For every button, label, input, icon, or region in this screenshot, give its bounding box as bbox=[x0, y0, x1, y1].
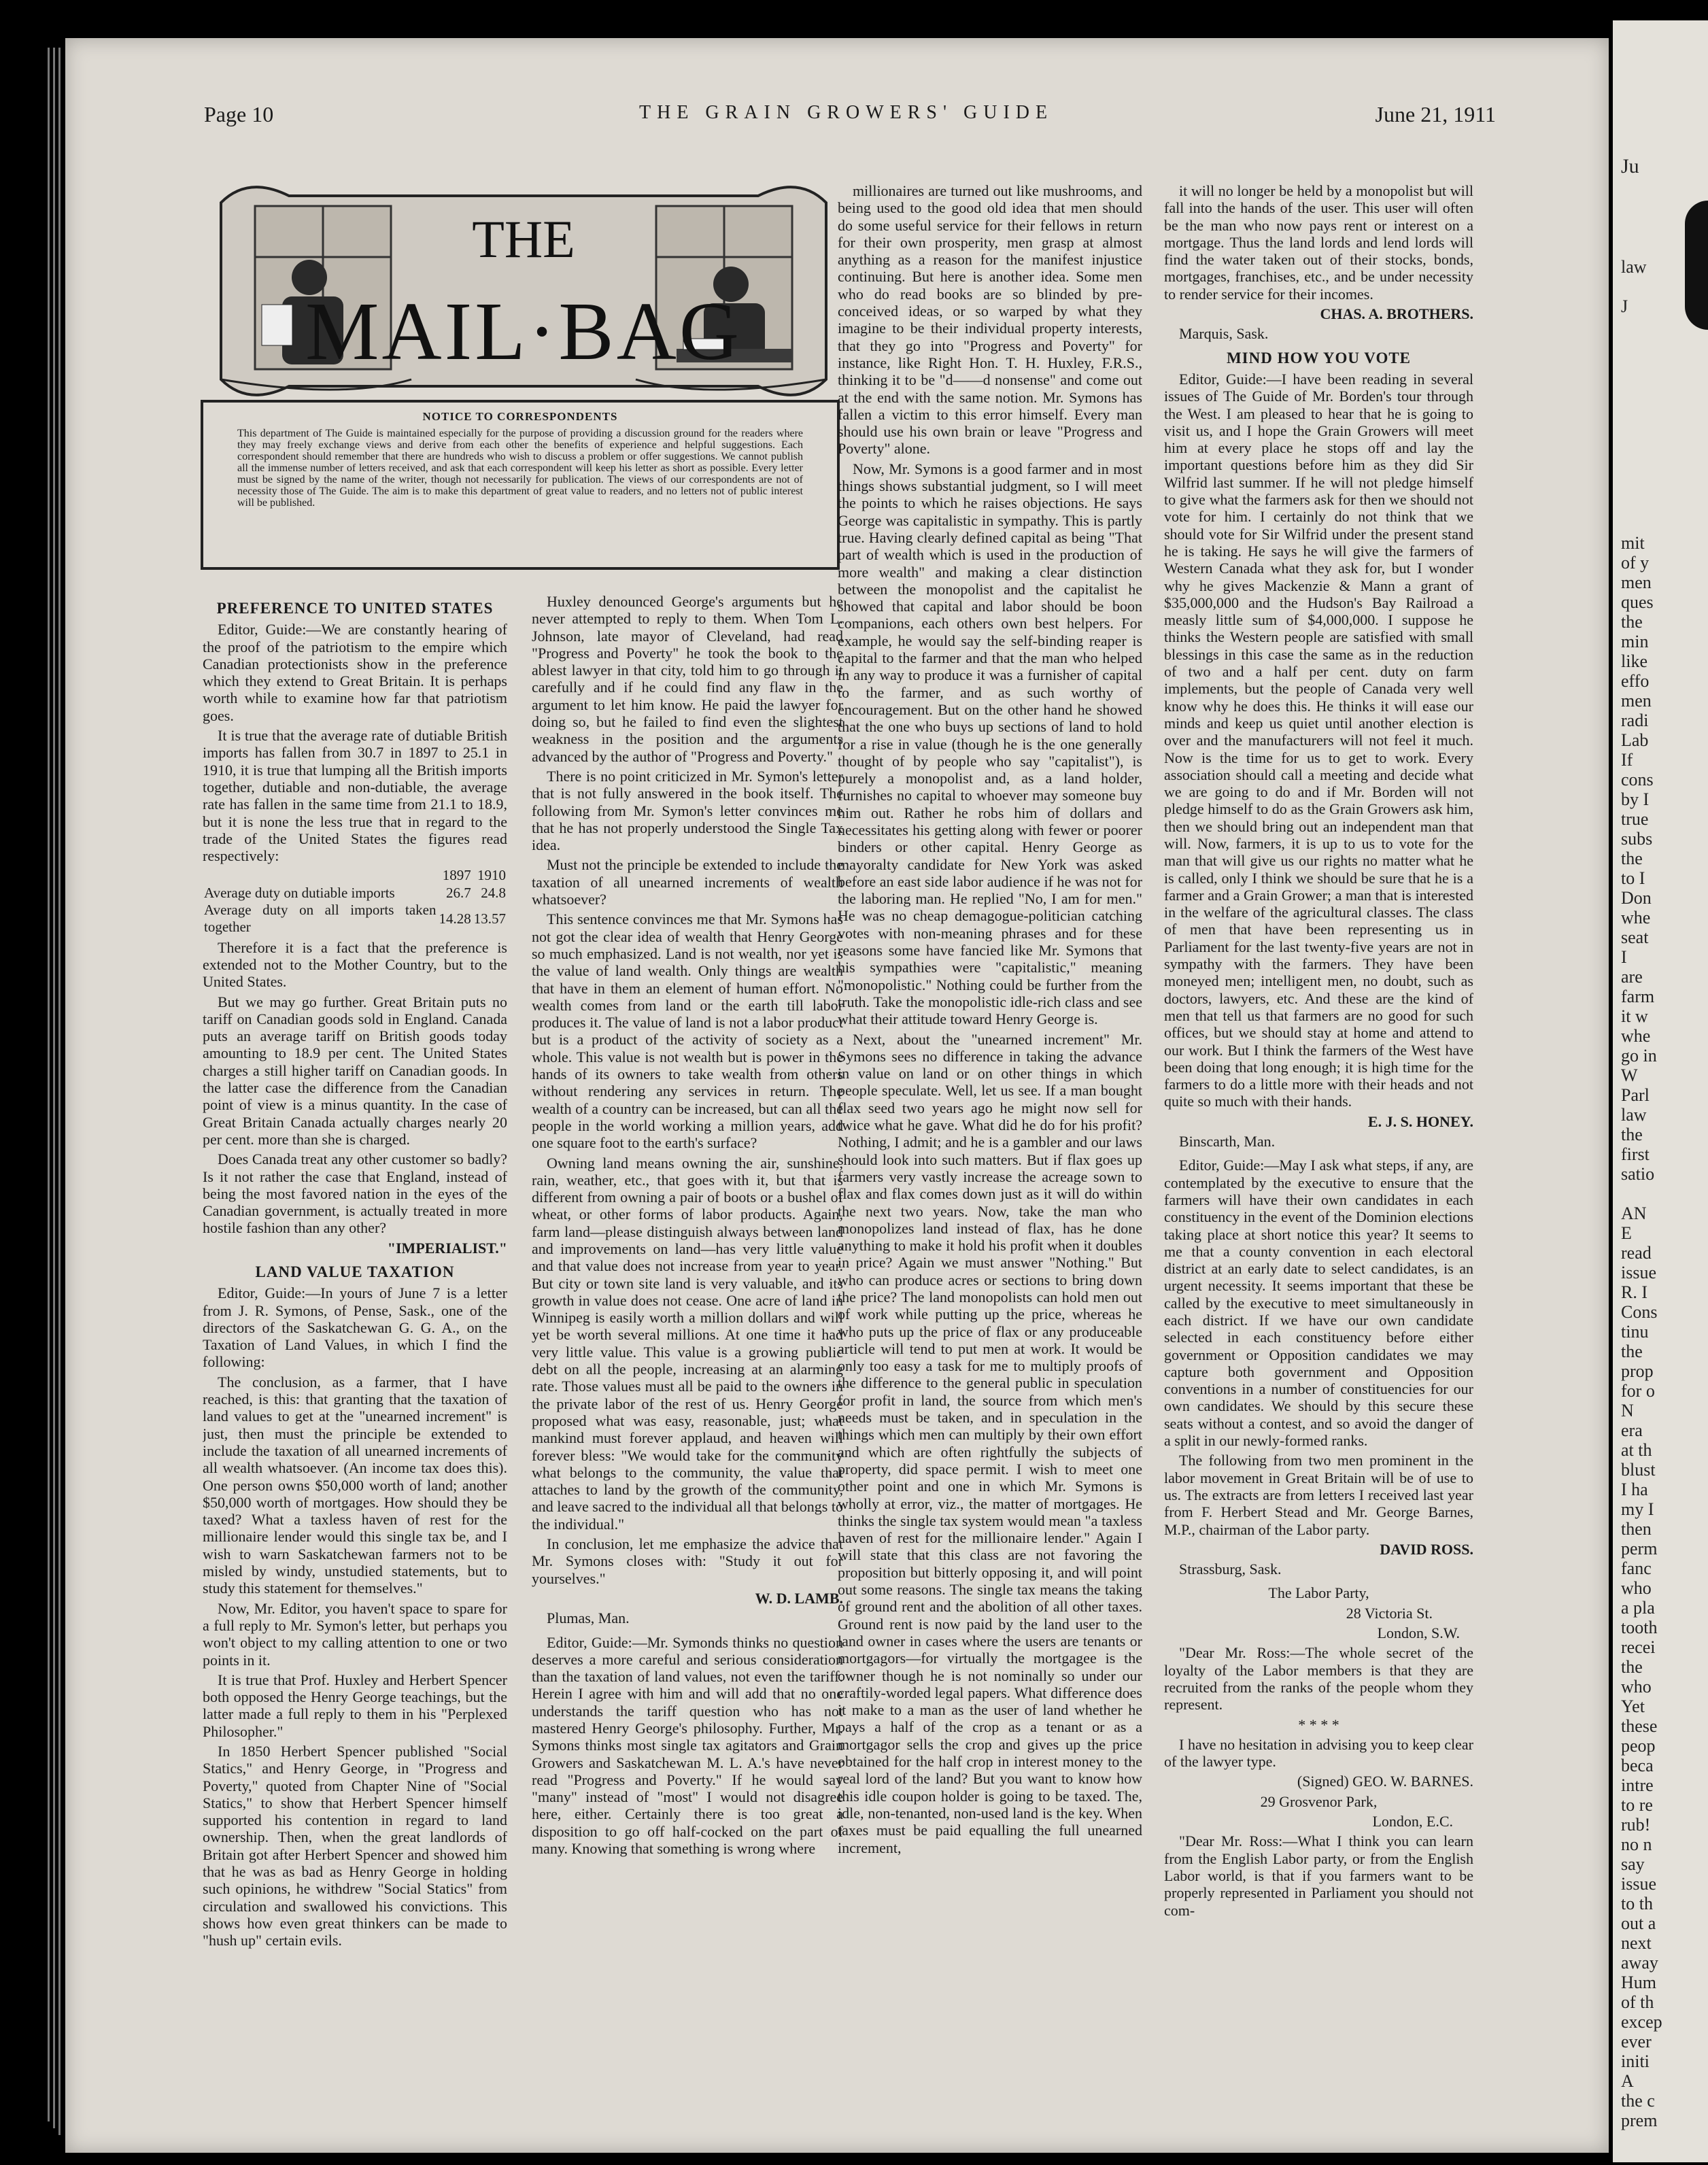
publication-title: THE GRAIN GROWERS' GUIDE bbox=[639, 102, 1054, 123]
facing-page-line: a pla bbox=[1621, 1598, 1655, 1618]
preference-body bbox=[203, 621, 507, 864]
facing-page-line: If bbox=[1621, 750, 1633, 770]
facing-page-line: next bbox=[1621, 1933, 1652, 1953]
brothers-signature: CHAS. A. BROTHERS. bbox=[1320, 305, 1473, 323]
issue-date: June 21, 1911 bbox=[1375, 102, 1496, 126]
facing-page-line: I ha bbox=[1621, 1480, 1648, 1499]
facing-page-line: min bbox=[1621, 632, 1649, 651]
facing-page-line: who bbox=[1621, 1578, 1652, 1598]
facing-page-line: excep bbox=[1621, 2012, 1662, 2032]
facing-page-line: issue bbox=[1621, 1263, 1656, 1282]
banner-the: THE bbox=[472, 209, 575, 269]
facing-page-line: ques bbox=[1621, 592, 1654, 612]
facing-page-line: R. I bbox=[1621, 1282, 1647, 1302]
facing-page-line: mit bbox=[1621, 533, 1645, 553]
facing-page-top: Ju bbox=[1621, 155, 1639, 177]
facing-page-line: effo bbox=[1621, 671, 1650, 691]
facing-page-line: intre bbox=[1621, 1775, 1654, 1795]
tariff-col-1897: 1897 bbox=[442, 867, 471, 884]
facing-page-line: the bbox=[1621, 849, 1643, 868]
barnes-letter-1: "Dear Mr. Ross:—The whole secret of the loyalty of the Labor members is that they are recruited from the ranks of the people whom they represent. bbox=[1164, 1644, 1473, 1714]
ross-body bbox=[1164, 1157, 1473, 1538]
facing-page-line: seat bbox=[1621, 927, 1649, 947]
column-2 bbox=[532, 593, 843, 2130]
land-value-paragraph: Editor, Guide:—In yours of June 7 is a letter from J. R. Symons, of Pense, Sask., one of the directors of the Saskatchewan G. G. A., on the Taxation of Land Values, in which I find the following: bbox=[203, 1284, 507, 1371]
facing-page-line: law bbox=[1621, 257, 1647, 277]
facing-page-line: read bbox=[1621, 1243, 1652, 1263]
barnes-signature: (Signed) GEO. W. BARNES. bbox=[1297, 1773, 1473, 1790]
stead-address: 29 Grosvenor Park, bbox=[1260, 1792, 1378, 1810]
facing-page-line: tooth bbox=[1621, 1618, 1658, 1637]
stead-city: London, E.C. bbox=[1372, 1813, 1453, 1830]
huxley-paragraph: In conclusion, let me emphasize the advice that Mr. Symons closes with: "Study it out for yourselves." bbox=[532, 1535, 843, 1587]
facing-page-line: rub! bbox=[1621, 1815, 1651, 1835]
facing-page-line: the c bbox=[1621, 2091, 1655, 2111]
symons-reply-paragraph: Next, about the "unearned increment" Mr. Symons sees no difference in taking the advance in value on land or on other things in which people speculate. Well, let us see. If a man bought flax seed two years ago he might now sell for twice what he gave. What did he do for his profit? Nothing, I admit; and he is a gambler and our laws should look into such matters. But if flax goes up farmers very vastly increase the acreage sown to flax and flax comes down just as it will do within the next two years. Now, take the man who monopolizes land instead of flax, has he done anything to make it hold his profit when it doubles in price? Again we must answer "Nothing." But who can produce acres or sections to bring down the price? The land monopolists can hold men out of work while putting up the price, whereas he who puts up the price of flax or any produceable article will tend to put men at work. It would be only too easy a task for me to multiply proofs of the difference to the general public in speculation for profit in land, the source from which men's needs must be taken, and in speculation in the things which men can multiply by their own effort and which are often rightfully the subjects of property, did space permit. I wish to meet one other point and one in which Mr. Symons is wholly at error, viz., the matter of mortgages. He thinks the single tax system would mean "a taxless haven of rest for the millionaire lender." Again I will state that this class are not favoring the proposition but bitterly opposing it, and will point out some reasons. The single tax means the taking of ground rent and the abolition of all other taxes. Ground rent is now paid by the land user to the land owner in cases where the users are tenants or mortgagors—for virtually the mortgagee is the owner though he is not nominally so under our craftily-worded legal papers. What difference does it make to a man as the user of land whether he pays a half of the crop as a tenant or as a mortgagor sells the crop and gives up the price obtained for the half crop in interest money to the real lord of the land? But you want to know how this idle coupon holder is going to be taxed. The, idle, non-tenanted, non-used land is the key. When taxes must be paid equalling the full unearned increment, bbox=[838, 1030, 1142, 1856]
symonds-paragraph: Editor, Guide:—Mr. Symonds thinks no question deserves a more careful and serious consideration than the taxation of land values, not even the tariff. Herein I agree with him and will add that no one understands the tariff question who has not mastered Henry George's philosophy. Further, Mr. Symons thinks most single tax agitators and Grain Growers and Saskatchewan M. L. A.'s have never read "Progress and Poverty." If he would say "many" instead of "most" I would not disagree here, either. Certainly there is too great a disposition to go off half-cocked on the part of many. Knowing that something is wrong where bbox=[532, 1633, 843, 1858]
facing-page-line: N bbox=[1621, 1401, 1634, 1420]
page-number: Page 10 bbox=[204, 102, 274, 126]
facing-page-line: true bbox=[1621, 809, 1649, 829]
facing-page-line: W bbox=[1621, 1066, 1638, 1085]
ross-place: Strassburg, Sask. bbox=[1179, 1561, 1282, 1578]
facing-page-line: by I bbox=[1621, 789, 1650, 809]
facing-page-line: peop bbox=[1621, 1736, 1656, 1756]
facing-page-line: these bbox=[1621, 1716, 1658, 1736]
facing-page-line: Lab bbox=[1621, 730, 1649, 750]
huxley-paragraph: There is no point criticized in Mr. Symon's letter that is not fully answered in the book itself. The following from Mr. Symon's letter convinces me that he has not properly understood the Single Tax idea. bbox=[532, 767, 843, 854]
facing-page-line: it w bbox=[1621, 1006, 1648, 1026]
honey-place: Binscarth, Man. bbox=[1179, 1133, 1276, 1150]
labor-party-name: The Labor Party, bbox=[1268, 1584, 1369, 1602]
preference-signature: "IMPERIALIST." bbox=[387, 1239, 507, 1257]
huxley-paragraph: Must not the principle be extended to include the taxation of all unearned increments of wealth whatsoever? bbox=[532, 856, 843, 908]
page-edge bbox=[48, 48, 50, 2121]
preference-cont-paragraph: Does Canada treat any other customer so badly? Is it not rather the case that England, instead of being the most favored nation in the eyes of the Canadian government, is actually treated in more hostile fashion than any other? bbox=[203, 1150, 507, 1237]
facing-page-line: out a bbox=[1621, 1913, 1656, 1933]
facing-page-line: my I bbox=[1621, 1499, 1654, 1519]
facing-page-line: like bbox=[1621, 651, 1647, 671]
facing-page-line: to re bbox=[1621, 1795, 1653, 1815]
facing-page-line: subs bbox=[1621, 829, 1653, 849]
facing-page-line: perm bbox=[1621, 1539, 1658, 1558]
facing-page-line: for o bbox=[1621, 1381, 1655, 1401]
facing-page-line: AN bbox=[1621, 1204, 1647, 1223]
column-3 bbox=[838, 182, 1142, 2128]
huxley-paragraph: Huxley denounced George's arguments but he never attempted to reply to them. When Tom L. Johnson, late mayor of Cleveland, had read "Progress and Poverty" he took the book to the ablest lawyer in that city, told him to go through it carefully and if he could find any flaw in the argument to let him know. He paid the lawyer for doing so, but he failed to find even the slightest weakness in the position and the arguments advanced by the author of "Progress and Poverty." bbox=[532, 593, 843, 765]
facing-page-line: prem bbox=[1621, 2111, 1658, 2130]
preference-cont-paragraph: But we may go further. Great Britain puts no tariff on Canadian goods sold in England. Canada puts an average tariff on British goods today amounting to 18.9 per cent. The United States charges a still higher tariff on Canadian goods. In the latter case the difference from the Canadian point of view is a minus quantity. In the case of Great Britain Canada actually charges nearly 20 per cent. more than she is charged. bbox=[203, 993, 507, 1148]
facing-page-line: Yet bbox=[1621, 1697, 1645, 1716]
facing-page-line: men bbox=[1621, 691, 1652, 711]
huxley-paragraph: Owning land means owning the air, sunshine, rain, weather, etc., that goes with it, but that is different from owning a pair of boots or a bushel of wheat, or other forms of labor products. Again, farm land—please distinguish always between land and improvements on land—has very little value and that value does not increase from year to year. But city or town site land is very valuable, and its growth in value does not cease. One acre of land in Winnipeg is easily worth a million dollars and will yet be worth several millions. At one time it had very little value. This value is a growing public debt on all the people, increasing at an alarming rate. Those values must all be paid to the owners in the private labor of the rest of us. Henry George proposed what was easy, reasonable, just; what mankind must forever applaud, and heaven will forever bless: "We would take for the community what belongs to the community, the value that attaches to land by the growth of the community, and leave sacred to the individual all that belongs to the individual." bbox=[532, 1154, 843, 1533]
facing-page-line: J bbox=[1621, 296, 1628, 316]
preference-cont-body bbox=[203, 939, 507, 1237]
vote-paragraph: Editor, Guide:—I have been reading in several issues of The Guide of Mr. Borden's tour through the West. I am pleased to hear that he is going to visit us, and I hope the Grain Growers will meet him at every place he stops off and lay the important questions before him as they did Sir Wilfrid last summer. If he will not pledge himself to give what the farmers ask for then we should not vote for him. I certainly do not think that we should vote for Sir Wilfrid under the present stand he is taking. He says he will give the farmers of Western Canada what they ask for, but I wonder why he gives Mackenzie & Mann a grant of $35,000,000 and the Hudson's Bay Railroad a measly little sum of $4,000,000. I suppose he thinks the Western people are satisfied with small blessings in this case the same as in the reduction of two and a half per cent. duty on farm implements, but the people of Canada very well know why he does this. He thinks it will ease our minds and keep us quiet until another election is over and the manufacturers will not feel it much. Now is the time for us to get to work. Every association should call a meeting and decide what we are going to do and if Mr. Borden will not pledge himself to do as the Grain Growers ask him, then we should bring out an independent man that will. Now, farmers, it is up to us to vote for the man that will give us our rights no matter what he is called, only I think we should be sure that he is a farmer and a Grain Grower; a man that is interested in the welfare of the agricultural classes. The class of men that have been representing us in Parliament for the last twenty-five years are not in sympathy with the farmers. They have been moneyed men; intelligent men, no doubt, such as doctors, lawyers, etc. And these are the kind of men that tell us that farmers are no good for such offices, but we should stay at home and attend to our work. But I think the farmers of the West have been doing that long enough; it is high time for the farmers to do a little more with their heads and not quite so much with their hands. bbox=[1164, 370, 1473, 1110]
ross-paragraph: The following from two men prominent in the labor movement in Great Britain will be of use to us. The extracts are from letters I received last year from F. Herbert Stead and Mr. George Barnes, M.P., chairman of the Labor party. bbox=[1164, 1452, 1473, 1538]
mail-bag-banner bbox=[207, 175, 840, 407]
preference-cont-paragraph: Therefore it is a fact that the preference is extended not to the Mother Country, but to the United States. bbox=[203, 938, 507, 991]
brothers-body bbox=[1164, 182, 1473, 303]
lamb-place: Plumas, Man. bbox=[547, 1609, 630, 1627]
facing-page-line: men bbox=[1621, 573, 1652, 592]
table-row: Average duty on all imports taken together 14.28 13.57 bbox=[204, 902, 506, 936]
facing-page-line: Hum bbox=[1621, 1973, 1656, 1992]
barnes-letter-2: I have no hesitation in advising you to keep clear of the lawyer type. bbox=[1164, 1735, 1473, 1771]
banner-mailbag: MAIL·BAG bbox=[305, 286, 742, 377]
tariff-col-1910: 1910 bbox=[477, 867, 506, 884]
facing-page-line: away bbox=[1621, 1953, 1658, 1973]
facing-page-line: blust bbox=[1621, 1460, 1656, 1480]
facing-page-line: farm bbox=[1621, 987, 1655, 1006]
facing-page-line: Cons bbox=[1621, 1302, 1658, 1322]
facing-page-line: Don bbox=[1621, 888, 1652, 908]
symons-reply-paragraph: Now, Mr. Symons is a good farmer and in most things shows substantial judgment, so I will meet the points to which he raises objections. He says George was capitalistic in sympathy. This is partly true. Having clearly defined capital as being "That part of wealth which is used in the production of more wealth" and making a clear distinction between the monopolist and the capitalist he showed that capital and labor should be boon companions, each others own best helpers. For example, he would say the self-binding reaper is capital to the farmer and that the man who helped in any way to produce it was a furnisher of capital to the farmer, and as such worthy of encouragement. But on the other hand he showed that the one who buys up sections of land to hold for a rise in value (though he is the one generally thought of by people who say "capitalist"), is purely a monopolist and, as a land holder, furnishes no capital to whoever may someone buy him out. Rather he robs him of dollars and necessitates his getting along with fewer or poorer binders or other capital. Henry George as mayoralty candidate for New York was asked before an east side labor audience if he was not for the laboring man. He replied "No, I am for men." He was no cheap demagogue-politician catching votes with non-meaning phrases and for these reasons some have fancied like Mr. Symons that his sympathies were "capitalistic," meaning "monopolistic." Nothing could be further from the truth. Take the monopolistic idle-rich class and see what their attitude toward Henry George is. bbox=[838, 460, 1142, 1028]
land-value-paragraph: Now, Mr. Editor, you haven't space to spare for a full reply to Mr. Symon's letter, but perhaps you won't object to my calling attention to one or two points in it. bbox=[203, 1599, 507, 1669]
honey-signature: E. J. S. HONEY. bbox=[1367, 1112, 1473, 1130]
facing-page-line: prop bbox=[1621, 1361, 1654, 1381]
land-value-body bbox=[203, 1284, 507, 1949]
page-edge bbox=[58, 48, 61, 2135]
brothers-paragraph: it will no longer be held by a monopolist but will fall into the hands of the user. This user will often be the man who now pays rent or interest on a mortgage. Thus the land lords and lend lords will find the water taken out of their stocks, bonds, mortgages, franchises, etc., and be under necessity to render service for their incomes. bbox=[1164, 182, 1473, 303]
preference-heading: PREFERENCE TO UNITED STATES bbox=[216, 600, 494, 617]
facing-page-line: recei bbox=[1621, 1637, 1656, 1657]
facing-page-line: of y bbox=[1621, 553, 1650, 573]
facing-page-line: era bbox=[1621, 1420, 1643, 1440]
facing-page-line: who bbox=[1621, 1677, 1652, 1697]
facing-page-line: no n bbox=[1621, 1835, 1652, 1854]
facing-page-line: the bbox=[1621, 1657, 1643, 1677]
facing-page-line: I bbox=[1621, 947, 1627, 967]
facing-page-line: say bbox=[1621, 1854, 1645, 1874]
brothers-place: Marquis, Sask. bbox=[1179, 325, 1269, 343]
table-row: Average duty on dutiable imports 26.7 24.8 bbox=[204, 884, 506, 901]
ross-signature: DAVID ROSS. bbox=[1380, 1540, 1473, 1558]
separator-stars: * * * * bbox=[1298, 1716, 1339, 1733]
facing-page-line: are bbox=[1621, 967, 1643, 987]
land-value-paragraph: It is true that Prof. Huxley and Herbert Spencer both opposed the Henry George teachings, but the latter made a full reply to them in his "Perplexed Philosopher." bbox=[203, 1671, 507, 1740]
stead-letter: "Dear Mr. Ross:—What I think you can learn from the English Labor party, or from the English Labor world, is that if you farmers want to be properly represented in Parliament you should not com- bbox=[1164, 1832, 1473, 1919]
preference-paragraph: Editor, Guide:—We are constantly hearing of the proof of the patriotism to the empire which Canadian protectionists show in the preference which they extend to Great Britain. It is perhaps worth while to examine how far that patriotism goes. bbox=[203, 621, 507, 724]
notice-heading: NOTICE TO CORRESPONDENTS bbox=[422, 410, 618, 423]
facing-page-line: to I bbox=[1621, 868, 1645, 888]
facing-page-line: radi bbox=[1621, 711, 1649, 730]
facing-page-line: the bbox=[1621, 612, 1643, 632]
land-value-paragraph: In 1850 Herbert Spencer published "Social Statics," and Henry George, in "Progress and Poverty," quoted from Chapter Nine of "Social Statics," to show that Herbert Spencer himself supported his contention in regard to land ownership. Then, when the great landlords of Britain got after Herbert Spencer and showed him that he was as bad as Henry George in holding such opinions, he withdrew "Social Statics" from circulation and swallowed his convictions. This shows how even great thinkers can be made to "hush up" certain evils. bbox=[203, 1743, 507, 1949]
vote-body bbox=[1164, 371, 1473, 1110]
facing-page-line: tinu bbox=[1621, 1322, 1649, 1342]
labor-party-city: London, S.W. bbox=[1377, 1624, 1460, 1642]
tariff-table bbox=[203, 867, 507, 936]
facing-page-line: then bbox=[1621, 1519, 1652, 1539]
land-value-heading: LAND VALUE TAXATION bbox=[255, 1263, 455, 1280]
page-edge bbox=[53, 48, 55, 2128]
facing-page-line: ever bbox=[1621, 2032, 1652, 2051]
column-4 bbox=[1164, 182, 1473, 2128]
facing-page-line: A bbox=[1621, 2071, 1634, 2091]
notice-body: This department of The Guide is maintained especially for the purpose of providing a discussion ground for the readers where they may freely exchange views and derive from each other the benefits of experience and helpful suggestions. Each correspondent should remember that there are hundreds who wish to discuss a problem or offer suggestions. We cannot publish all the immense number of letters received, and ask that each correspondent will keep his letter as short as possible. Every letter must be signed by the name of the writer, though not necessarily for publication. The views of our correspondents are not of necessity those of The Guide. The aim is to make this department of great value to readers, and no letters not of public interest will be published. bbox=[237, 428, 803, 509]
symons-reply-paragraph: millionaires are turned out like mushrooms, and being used to the good old idea that men should do some useful service for their fellows in return for their own prosperity, men grasp at almost anything as a reason for the manifest injustice continuing. But here is another idea. Some men who do read books are so blinded by pre-conceived ideas, or so warped by what they imagine to be their individual property interests, that they go into "Progress and Poverty" for instance, like Right Hon. T. H. Huxley, F.R.S., thinking it to be "d——d nonsense" and come out at the end with the same notion. Mr. Symons has fallen a victim to this error himself. Every man should use his own brain or leave "Progress and Poverty" alone. bbox=[838, 182, 1142, 458]
lamb-signature: W. D. LAMB. bbox=[755, 1589, 843, 1607]
facing-page-line: initi bbox=[1621, 2051, 1650, 2071]
facing-page-line: at th bbox=[1621, 1440, 1652, 1460]
facing-page-line: law bbox=[1621, 1105, 1647, 1125]
ross-paragraph: Editor, Guide:—May I ask what steps, if any, are contemplated by the executive to ensure that the farmers will have their own candidates in each constituency in the event of the Dominion elections taking place at short notice this year? It seems to me that a county convention in each electoral district at an early date to select candidates, is an urgent necessity. It seems important that these be called by the executive to meet simultaneously in each district. If we have our own candidate selected in each constituency before either government or Opposition candidates we may capture both government and Opposition conventions in a number of constituencies for our own candidates. We should by this secure these seats without a contest, and so avoid the danger of a split in our newly-formed ranks. bbox=[1164, 1157, 1473, 1450]
labor-party-address: 28 Victoria St. bbox=[1346, 1604, 1433, 1622]
facing-page-initial-letter bbox=[1685, 201, 1708, 330]
facing-page-line: first bbox=[1621, 1144, 1650, 1164]
huxley-body bbox=[532, 593, 843, 1587]
facing-page-line: fanc bbox=[1621, 1558, 1652, 1578]
facing-page-line: beca bbox=[1621, 1756, 1654, 1775]
facing-page-line: of th bbox=[1621, 1992, 1654, 2012]
facing-page-line: whe bbox=[1621, 1026, 1651, 1046]
symonds-body bbox=[532, 1634, 843, 1858]
facing-page-line: the bbox=[1621, 1342, 1643, 1361]
facing-page-line: the bbox=[1621, 1125, 1643, 1144]
symons-reply-body bbox=[838, 182, 1142, 1856]
facing-page bbox=[1613, 20, 1708, 2162]
land-value-paragraph: The conclusion, as a farmer, that I have reached, is this: that granting that the taxation of land values to get at the "unearned increment" is just, then must the principle be extended to include the taxation of all unearned increments of all wealth whatsoever. (An income tax does this). One person owns $50,000 worth of land; another $50,000 worth of mortgages. How should they be taxed? What a taxless haven of rest for the millionaire lender would this single tax be, and I wish to warn Saskatchewan farmers not to be misled by windy, unstudied statements, but to study this statement for themselves." bbox=[203, 1373, 507, 1597]
facing-page-line: Parl bbox=[1621, 1085, 1650, 1105]
facing-page-line: E bbox=[1621, 1223, 1632, 1243]
facing-page-line: cons bbox=[1621, 770, 1654, 789]
column-1 bbox=[203, 593, 507, 2130]
facing-page-line: to th bbox=[1621, 1894, 1653, 1913]
facing-page-line: whe bbox=[1621, 908, 1651, 927]
facing-page-line: issue bbox=[1621, 1874, 1656, 1894]
huxley-paragraph: This sentence convinces me that Mr. Symons has not got the clear idea of wealth that Henry George so much emphasized. Land is not wealth, nor yet is the value of land wealth. Only things are wealth that have in them an element of human effort. No wealth comes from land or the earth till labor produces it. The value of land is not a labor product but is a product of the activity of society as a whole. This value is not wealth but is power in the hands of its owners to take wealth from others without rendering any services in return. The wealth of a country can be increased, but can all the people in the world working a million years, add one square foot to the earth's surface? bbox=[532, 910, 843, 1152]
facing-page-line: go in bbox=[1621, 1046, 1657, 1066]
facing-page-line: satio bbox=[1621, 1164, 1655, 1184]
vote-heading: MIND HOW YOU VOTE bbox=[1226, 349, 1412, 366]
notice-to-correspondents bbox=[201, 400, 840, 570]
preference-paragraph: It is true that the average rate of dutiable British imports has fallen from 30.7 in 1897 to 25.1 in 1910, it is true that lumping all the British imports together, dutiable and non-dutiable, the average rate has fallen in the same time from 21.1 to 18.9, but it is none the less true that in regard to the trade of the United States the figures read respectively: bbox=[203, 727, 507, 865]
page-header bbox=[204, 102, 1496, 136]
